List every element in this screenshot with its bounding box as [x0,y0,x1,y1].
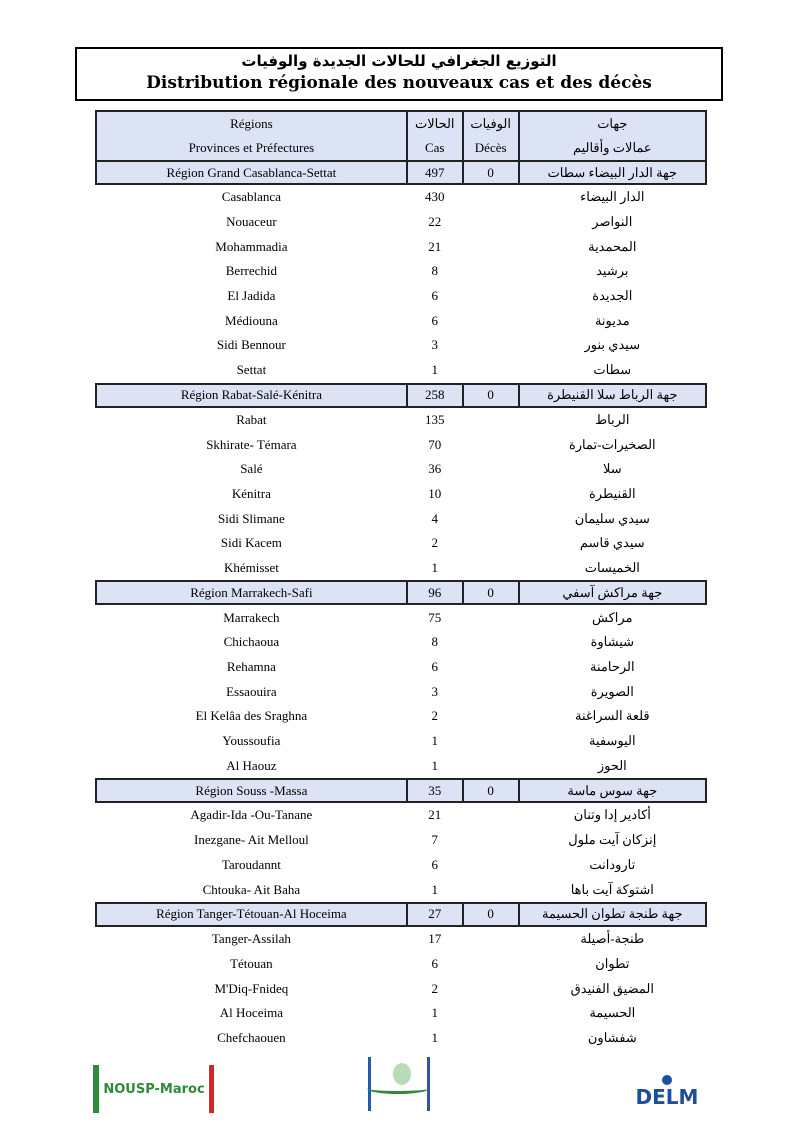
province-name-ar: الرحامنة [590,659,635,675]
province-cas: 75 [428,609,442,625]
header-regions-ar [519,111,706,161]
province-name: Taroudannt [221,856,281,872]
province-row [96,877,706,903]
province-name-ar: سيدي بنور [584,337,641,353]
province-name: Marrakech [223,609,280,625]
header-deces [463,111,519,161]
region-deces: 0 [463,161,519,184]
header-cas [407,111,463,161]
header-deces-ar: الوفيات [470,116,511,131]
province-name-ar: الجديدة [592,288,633,304]
province-name-ar: اليوسفية [589,733,636,749]
province-row [96,432,706,457]
province-deces [463,828,519,853]
region-name-ar: جهة سوس ماسة [519,779,706,802]
province-row [96,284,706,309]
province-deces [463,531,519,556]
province-cas: 1 [431,559,438,575]
province-deces [463,729,519,754]
province-name: Médiouna [225,312,278,328]
province-name: Salé [240,461,263,477]
province-cas: 1 [431,733,438,749]
province-name: Sidi Slimane [217,510,285,526]
province-name: M'Diq-Fnideq [214,980,289,996]
province-name-ar: مراكش [592,609,633,625]
province-name-ar: الصويرة [590,683,634,699]
header-regions [96,111,407,161]
region-row [96,779,706,802]
province-name: Essaouira [226,683,277,699]
province-row [96,1001,706,1026]
province-deces [463,210,519,235]
footer-logos [0,1055,794,1115]
province-row [96,210,706,235]
province-name: Inezgane- Ait Melloul [193,832,309,848]
province-name-ar: أكادير إدا وتنان [573,807,651,823]
header-provinces-fr: Provinces et Préfectures [188,140,315,155]
header-provinces-ar: عمالات وأقاليم [572,140,652,155]
province-name: Casablanca [221,189,281,205]
province-row [96,308,706,333]
province-deces [463,482,519,507]
header-regions-fr: Régions [230,116,273,131]
region-cas: 258 [407,384,463,407]
province-deces [463,704,519,729]
province-name-ar: تطوان [595,955,630,971]
province-deces [463,358,519,384]
province-cas: 70 [428,436,442,452]
region-row [96,384,706,407]
province-name-ar: سلا [602,461,622,477]
province-name: Tétouan [230,955,273,971]
province-name: Chefchaouen [217,1029,286,1045]
province-row [96,655,706,680]
province-name: Agadir-Ida -Ou-Tanane [190,807,313,823]
province-cas: 36 [428,461,442,477]
province-deces [463,259,519,284]
province-row [96,358,706,384]
province-row [96,407,706,433]
province-deces [463,556,519,582]
distribution-table [95,110,707,1050]
province-cas: 1 [431,1029,438,1045]
province-name: Rehamna [226,659,276,675]
region-name: Région Rabat-Salé-Kénitra [96,384,407,407]
province-cas: 21 [428,238,442,254]
province-deces [463,1026,519,1051]
province-name-ar: مديونة [594,312,630,328]
region-name-ar: جهة الرباط سلا القنيطرة [519,384,706,407]
province-deces [463,1001,519,1026]
province-deces [463,802,519,828]
province-row [96,753,706,779]
province-deces [463,184,519,210]
province-deces [463,432,519,457]
province-name: Al Haouz [226,757,277,773]
province-deces [463,234,519,259]
province-name-ar: الرباط [595,411,630,427]
province-cas: 135 [424,411,445,427]
province-cas: 7 [431,832,438,848]
region-name-ar: جهة طنجة تطوان الحسيمة [519,903,706,926]
province-row [96,333,706,358]
province-row [96,184,706,210]
province-name-ar: قلعة السراغنة [574,708,650,724]
province-deces [463,604,519,630]
province-name-ar: النواصر [592,214,633,230]
province-row [96,926,706,952]
province-name: Nouaceur [226,214,277,230]
province-cas: 2 [431,980,438,996]
province-name: Settat [236,362,267,378]
province-name-ar: إنزكان آيت ملول [568,832,657,848]
region-name: Région Grand Casablanca-Settat [96,161,407,184]
province-cas: 1 [431,757,438,773]
region-deces: 0 [463,903,519,926]
header-cas-ar: الحالات [414,116,455,131]
province-deces [463,926,519,952]
region-cas: 497 [407,161,463,184]
province-row [96,704,706,729]
province-name-ar: الحوز [597,757,627,773]
province-row [96,952,706,977]
region-name-ar: جهة الدار البيضاء سطات [519,161,706,184]
province-deces [463,853,519,878]
province-name-ar: طنجة-أصيلة [580,931,645,947]
region-cas: 35 [407,779,463,802]
province-name-ar: اشتوكة آيت باها [570,881,654,897]
province-name-ar: المحمدية [588,238,637,254]
province-row [96,259,706,284]
province-name: Chichaoua [223,634,280,650]
province-row [96,531,706,556]
province-cas: 1 [431,881,438,897]
province-name: Al Hoceima [219,1005,283,1021]
region-deces: 0 [463,779,519,802]
province-row [96,1026,706,1051]
title-arabic: التوزيع الجغرافي للحالات الجديدة والوفيات [241,52,557,70]
header-regions-ar-label: جهات [597,116,628,131]
province-cas: 430 [424,189,445,205]
province-name: Youssoufia [222,733,281,749]
region-cas: 96 [407,581,463,604]
province-name: Berrechid [225,263,278,279]
province-cas: 6 [431,659,438,675]
province-name: El Kelâa des Sraghna [195,708,308,724]
province-name-ar: سطات [593,362,632,378]
nousp-logo: NOUSP-Maroc [93,1065,214,1113]
province-row [96,679,706,704]
province-name: Skhirate- Témara [206,436,297,452]
province-name: Chtouka- Ait Baha [202,881,301,897]
province-row [96,828,706,853]
province-deces [463,457,519,482]
province-cas: 22 [428,214,442,230]
province-cas: 17 [428,931,442,947]
header-cas-fr: Cas [424,140,445,155]
province-deces [463,407,519,433]
province-cas: 21 [428,807,442,823]
province-name-ar: تارودانت [589,856,636,872]
province-cas: 3 [431,337,438,353]
province-cas: 6 [431,312,438,328]
province-deces [463,333,519,358]
province-name-ar: المضيق الفنيدق [570,980,654,996]
province-deces [463,308,519,333]
region-row [96,161,706,184]
title-box [75,47,723,101]
region-deces: 0 [463,581,519,604]
province-name: Tanger-Assilah [211,931,291,947]
province-cas: 6 [431,856,438,872]
province-cas: 1 [431,362,438,378]
province-row [96,729,706,754]
province-cas: 6 [431,955,438,971]
province-name: El Jadida [227,288,276,304]
region-name: Région Tanger-Tétouan-Al Hoceima [96,903,407,926]
province-cas: 2 [431,708,438,724]
province-row [96,457,706,482]
province-name-ar: شيشاوة [590,634,635,650]
province-cas: 10 [428,485,442,501]
province-deces [463,753,519,779]
header-deces-fr: Décès [474,140,507,155]
province-name-ar: برشيد [596,263,629,279]
province-cas: 8 [431,263,438,279]
province-row [96,506,706,531]
province-name-ar: الصخيرات-تمارة [568,436,656,452]
province-deces [463,630,519,655]
province-name-ar: الخميسات [584,559,640,575]
province-name: Rabat [236,411,267,427]
province-name: Kénitra [231,485,271,501]
province-row [96,234,706,259]
province-name: Sidi Bennour [216,337,286,353]
delm-logo: DELM [634,1075,700,1117]
province-name: Mohammadia [215,238,288,254]
region-row [96,581,706,604]
region-deces: 0 [463,384,519,407]
province-row [96,853,706,878]
region-name: Région Souss -Massa [96,779,407,802]
region-cas: 27 [407,903,463,926]
province-name-ar: سيدي قاسم [579,535,645,551]
province-name-ar: شفشاون [587,1029,637,1045]
province-name-ar: سيدي سليمان [574,510,650,526]
province-name-ar: الدار البيضاء [580,189,645,205]
region-name: Région Marrakech-Safi [96,581,407,604]
province-name: Sidi Kacem [220,535,282,551]
province-row [96,976,706,1001]
title-french: Distribution régionale des nouveaux cas et des décès [146,73,652,93]
province-cas: 4 [431,510,438,526]
province-deces [463,679,519,704]
region-row [96,903,706,926]
province-row [96,802,706,828]
province-name-ar: القنيطرة [588,485,636,501]
province-deces [463,976,519,1001]
province-row [96,482,706,507]
province-deces [463,506,519,531]
region-name-ar: جهة مراكش آسفي [519,581,706,604]
province-name-ar: الحسيمة [589,1005,636,1021]
province-deces [463,284,519,309]
province-cas: 8 [431,634,438,650]
province-name: Khémisset [223,559,279,575]
province-deces [463,952,519,977]
province-row [96,604,706,630]
province-cas: 6 [431,288,438,304]
province-deces [463,655,519,680]
ministry-logo [368,1057,430,1111]
province-cas: 3 [431,683,438,699]
province-row [96,556,706,582]
province-cas: 1 [431,1005,438,1021]
province-deces [463,877,519,903]
province-cas: 2 [431,535,438,551]
province-row [96,630,706,655]
